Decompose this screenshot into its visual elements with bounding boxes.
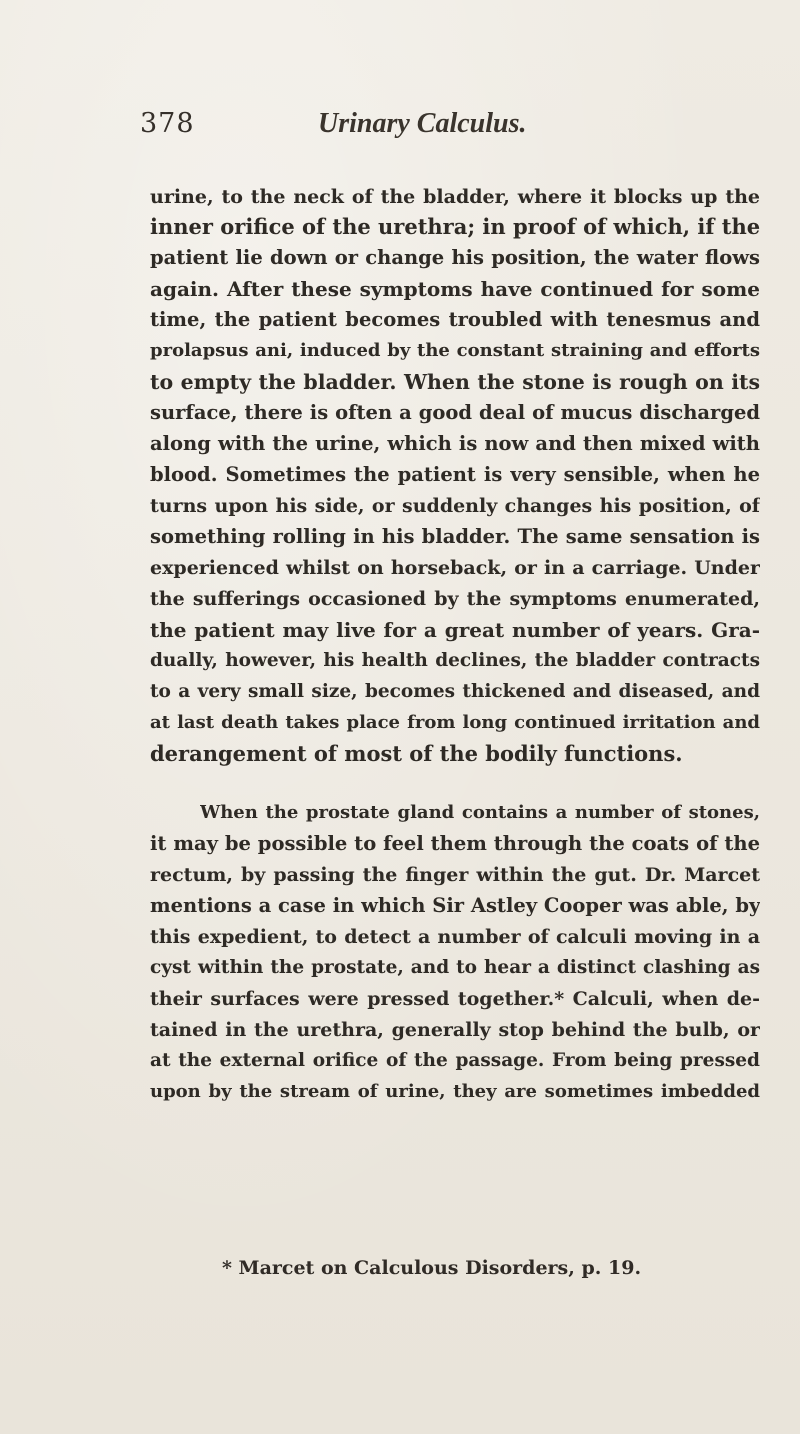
text-line: it may be possible to feel them through the coats of the bbox=[150, 832, 760, 855]
text-line: turns upon his side, or suddenly changes his position, of bbox=[150, 495, 760, 517]
text-line: When the prostate gland contains a number of stones, bbox=[200, 802, 760, 823]
text-line: cyst within the prostate, and to hear a distinct clashing as bbox=[150, 957, 760, 978]
text-line: rectum, by passing the finger within the gut. Dr. Marcet bbox=[150, 864, 760, 886]
text-line: something rolling in his bladder. The same sensation is bbox=[150, 525, 760, 548]
text-line: the patient may live for a great number of years. Gra- bbox=[150, 618, 760, 642]
text-line: patient lie down or change his position, the water flows bbox=[150, 246, 760, 269]
text-line: this expedient, to detect a number of calculi moving in a bbox=[150, 926, 760, 948]
text-line: blood. Sometimes the patient is very sensible, when he bbox=[150, 463, 760, 486]
text-line: urine, to the neck of the bladder, where it blocks up the bbox=[150, 186, 760, 208]
text-line: upon by the stream of urine, they are sometimes imbedded bbox=[150, 1081, 760, 1102]
text-line: to a very small size, becomes thickened and diseased, and bbox=[150, 681, 760, 702]
text-line: their surfaces were pressed together.* Calculi, when de- bbox=[150, 988, 760, 1010]
text-line: at last death takes place from long continued irritation and bbox=[150, 712, 760, 733]
running-head: Urinary Calculus. bbox=[318, 108, 527, 139]
text-line: to empty the bladder. When the stone is rough on its bbox=[150, 370, 760, 394]
text-line: again. After these symptoms have continued for some bbox=[150, 277, 760, 301]
text-line: the sufferings occasioned by the symptoms enumerated, bbox=[150, 588, 760, 610]
text-line: mentions a case in which Sir Astley Cooper was able, by bbox=[150, 894, 760, 917]
text-line: experienced whilst on horseback, or in a carriage. Under bbox=[150, 557, 760, 579]
text-line: derangement of most of the bodily functions. bbox=[150, 741, 683, 766]
page-header bbox=[0, 108, 800, 148]
text-line: dually, however, his health declines, the bladder contracts bbox=[150, 650, 760, 671]
text-line: along with the urine, which is now and then mixed with bbox=[150, 432, 760, 455]
text-line: prolapsus ani, induced by the constant straining and efforts bbox=[150, 340, 760, 361]
text-line: tained in the urethra, generally stop behind the bulb, or bbox=[150, 1019, 760, 1041]
footnote: * Marcet on Calculous Disorders, p. 19. bbox=[222, 1257, 642, 1279]
text-line: time, the patient becomes troubled with tenesmus and bbox=[150, 308, 760, 331]
text-line: surface, there is often a good deal of mucus discharged bbox=[150, 401, 760, 424]
text-line: at the external orifice of the passage. From being pressed bbox=[150, 1050, 760, 1071]
page-number: 378 bbox=[140, 108, 195, 139]
text-line: inner orifice of the urethra; in proof of which, if the bbox=[150, 214, 760, 239]
